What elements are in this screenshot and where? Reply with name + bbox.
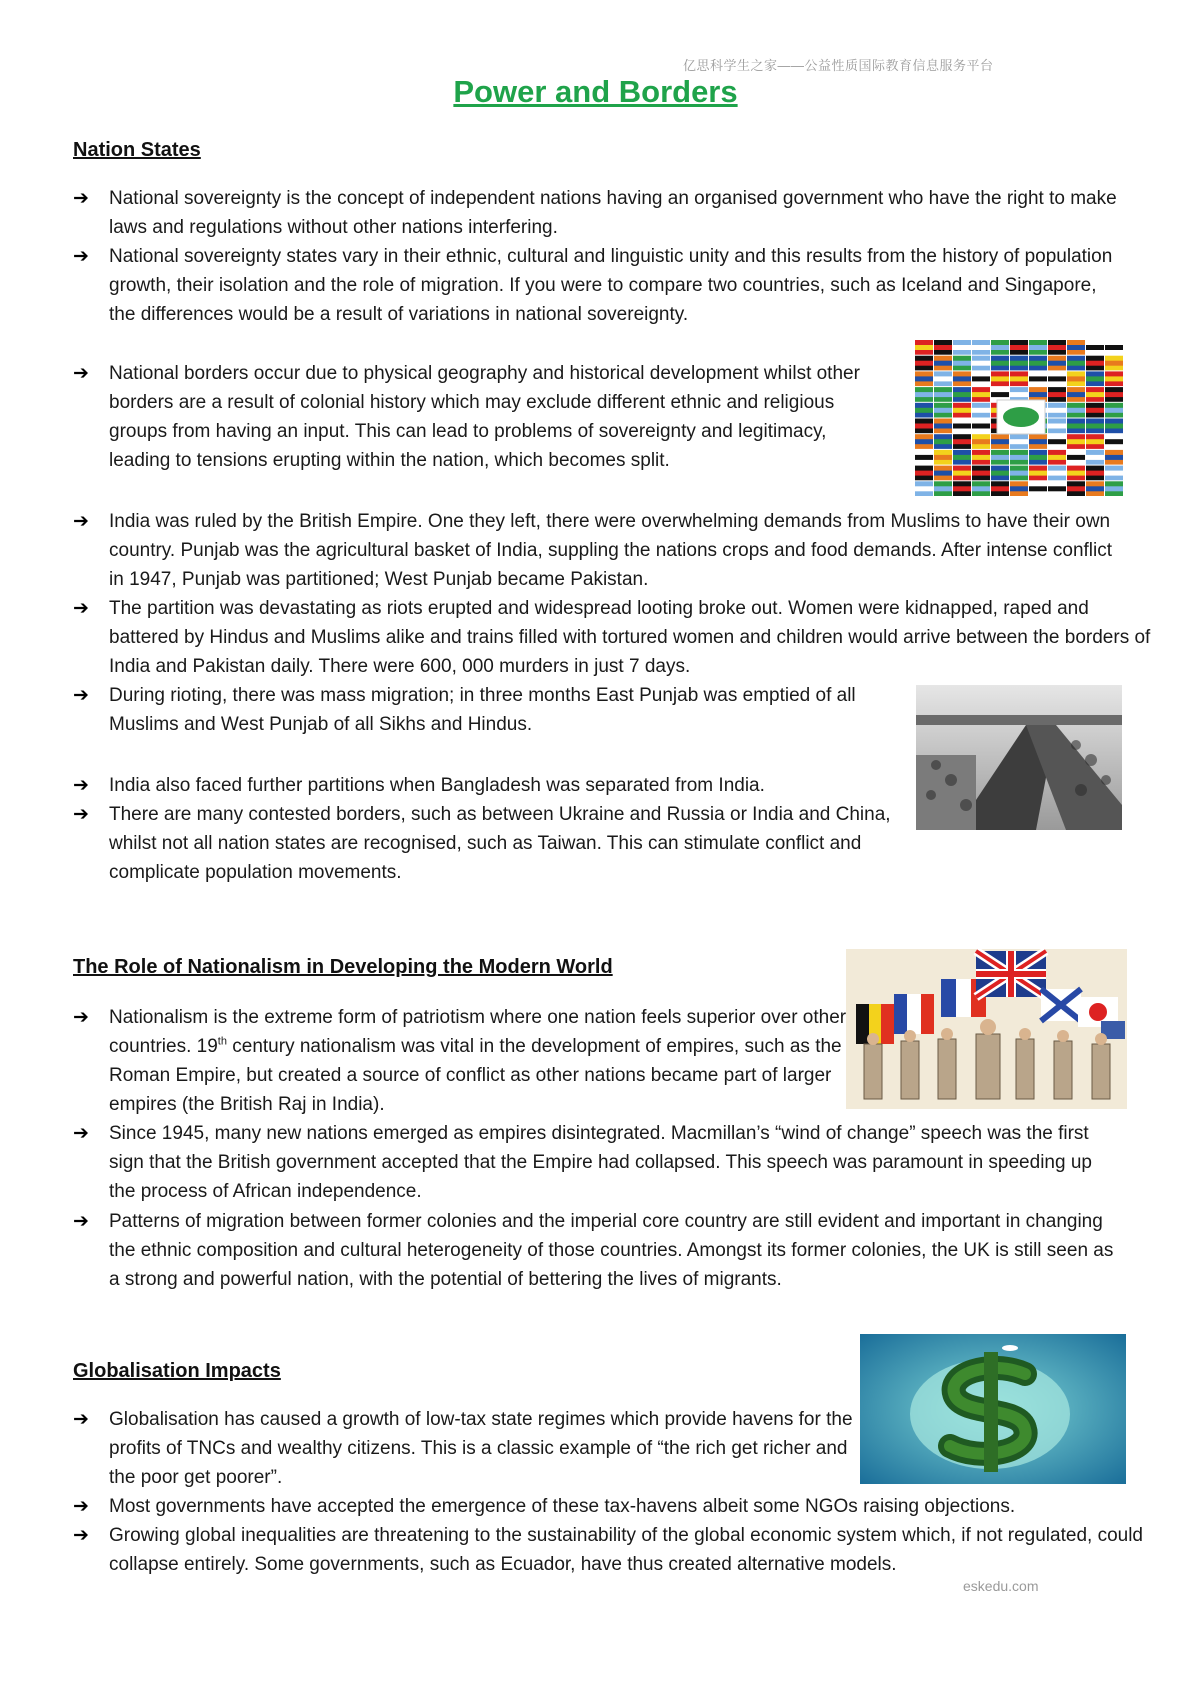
list-item xyxy=(73,1492,1163,1521)
bullet-text: National borders occur due to physical geography and historical development whilst other borders are a result of colonial history which may exclude different ethnic and religious groups from having an input. This can lead to problems of sovereignty and legitimacy, leading to tensions erupting within the nation, which becomes split. xyxy=(109,363,860,471)
bullet-text: India also faced further partitions when Bangladesh was separated from India. xyxy=(109,775,765,796)
arrow-icon: ➔ xyxy=(73,1007,89,1028)
list-item xyxy=(73,771,893,800)
bullet-text: There are many contested borders, such as between Ukraine and Russia or India and China, whilst not all nation states are recognised, such as Taiwan. This can stimulate conflict and complicate population movements. xyxy=(109,804,891,883)
list-item xyxy=(73,1003,853,1119)
partition-train-photo xyxy=(916,685,1122,830)
ordinal-suffix: th xyxy=(217,1035,227,1048)
arrow-icon: ➔ xyxy=(73,363,89,384)
arrow-icon: ➔ xyxy=(73,246,89,267)
bullet-text: Since 1945, many new nations emerged as empires disintegrated. Macmillan’s “wind of change” speech was the first sign that the British government accepted that the Empire had collapsed. This speech was paramount in speeding up the process of African independence. xyxy=(109,1123,1092,1202)
arrow-icon: ➔ xyxy=(73,598,89,619)
nationalism-flags-illustration xyxy=(846,949,1127,1109)
watermark-top: 亿思科学生之家——公益性质国际教育信息服务平台 xyxy=(683,58,994,73)
arrow-icon: ➔ xyxy=(73,1525,89,1546)
bullet-text: India was ruled by the British Empire. One they left, there were overwhelming demands from Muslims to have their own country. Punjab was the agricultural basket of India, suppling the nations crops and food demands. After intense conflict in 1947, Punjab was partitioned; West Punjab became Pakistan. xyxy=(109,511,1113,590)
arrow-icon: ➔ xyxy=(73,511,89,532)
page-title: Power and Borders xyxy=(453,74,738,109)
list-item xyxy=(73,594,1153,681)
bullet-text-part: Nationalism is the extreme form of patriotism where one nation feels superior over other countries. 19 xyxy=(109,1007,847,1057)
list-item xyxy=(73,1207,1123,1294)
world-flags-image xyxy=(915,340,1124,497)
heading-nationalism: The Role of Nationalism in Developing the Modern World xyxy=(73,956,613,978)
bullet-text: During rioting, there was mass migration; in three months East Punjab was emptied of all Muslims and West Punjab of all Sikhs and Hindus. xyxy=(109,685,856,735)
bullet-text: National sovereignty is the concept of independent nations having an organised government who have the right to make laws and regulations without other nations interfering. xyxy=(109,188,1117,238)
bullet-text: Growing global inequalities are threatening to the sustainability of the global economic system which, if not regulated, could collapse entirely. Some governments, such as Ecuador, have thus created alternative models. xyxy=(109,1525,1143,1575)
heading-globalisation: Globalisation Impacts xyxy=(73,1360,281,1382)
bullet-text: National sovereignty states vary in their ethnic, cultural and linguistic unity and this results from the history of population growth, their isolation and the role of migration. If you were to compare two countries, such as Iceland and Singapore, the differences would be a result of variations in national sovereignty. xyxy=(109,246,1113,325)
watermark-bottom: eskedu.com xyxy=(963,1578,1039,1594)
list-item xyxy=(73,1521,1163,1579)
bullet-text-part: century nationalism was vital in the development of empires, such as the Roman Empire, but created a source of conflict as other nations became part of larger empires (the British Raj in India). xyxy=(109,1036,842,1115)
arrow-icon: ➔ xyxy=(73,775,89,796)
list-item xyxy=(73,242,1123,329)
bullet-text: The partition was devastating as riots erupted and widespread looting broke out. Women were kidnapped, raped and battered by Hindus and Muslims alike and trains filled with tortured women and children would arrive between the borders of India and Pakistan daily. There were 600, 000 murders in just 7 days. xyxy=(109,598,1151,677)
list-item xyxy=(73,1405,863,1492)
bullet-text xyxy=(109,1003,853,1119)
list-item xyxy=(73,1119,1123,1206)
bullet-text: Patterns of migration between former colonies and the imperial core country are still evident and important in changing the ethnic composition and cultural heterogeneity of those countries. Amongst its former colonies, the UK is still seen as a strong and powerful nation, with the potential of bettering the lives of migrants. xyxy=(109,1211,1114,1290)
arrow-icon: ➔ xyxy=(73,804,89,825)
list-item xyxy=(73,800,893,887)
bullet-text: Most governments have accepted the emergence of these tax-havens albeit some NGOs raising objections. xyxy=(109,1496,1016,1517)
arrow-icon: ➔ xyxy=(73,1211,89,1232)
list-item xyxy=(73,681,893,739)
arrow-icon: ➔ xyxy=(73,1496,89,1517)
list-item xyxy=(73,184,1123,242)
list-item xyxy=(73,507,1123,594)
bullet-text: Globalisation has caused a growth of low-tax state regimes which provide havens for the profits of TNCs and wealthy citizens. This is a classic example of “the rich get richer and the poor get poorer”. xyxy=(109,1409,853,1488)
arrow-icon: ➔ xyxy=(73,685,89,706)
list-item xyxy=(73,359,873,475)
arrow-icon: ➔ xyxy=(73,188,89,209)
arrow-icon: ➔ xyxy=(73,1123,89,1144)
tax-haven-island-image xyxy=(860,1334,1126,1484)
heading-nation-states: Nation States xyxy=(73,139,201,161)
arrow-icon: ➔ xyxy=(73,1409,89,1430)
